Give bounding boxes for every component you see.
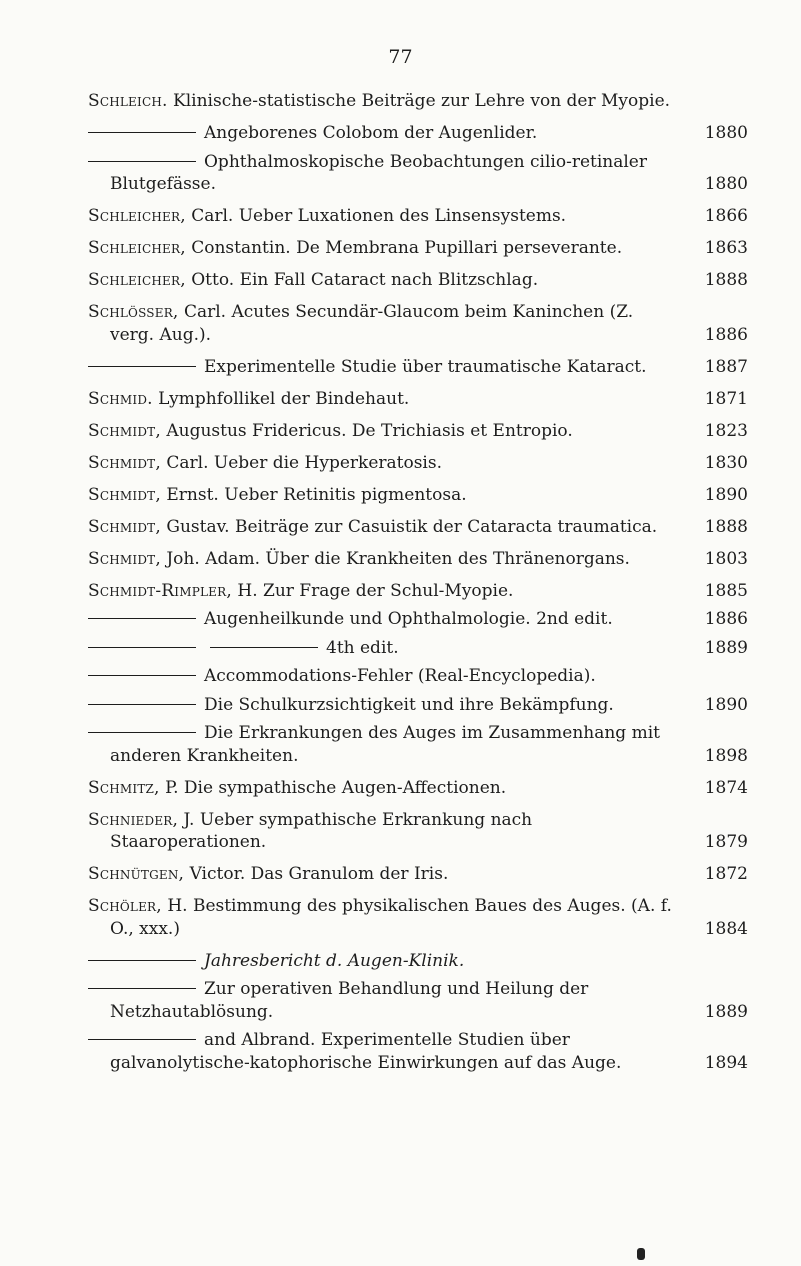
entry-year: 1894 xyxy=(704,1052,748,1073)
entry-text xyxy=(88,301,748,346)
entry-text xyxy=(88,777,748,800)
list-item xyxy=(88,420,748,443)
entry-title: Otto. Ein Fall Cataract nach Blitzschlag. xyxy=(191,270,539,290)
list-item xyxy=(88,205,748,228)
entry-title: Die Schulkurzsichtigkeit und ihre Bekämpfung. xyxy=(204,694,614,715)
entry-author: Schleicher, xyxy=(88,206,186,226)
entry-title: Klinische-statistische Beiträge zur Lehre von der Myopie. xyxy=(173,91,671,111)
entry-title: Ophthalmoskopische Beobachtungen cilio-retinaler Blutgefässe. xyxy=(110,151,647,194)
entry-title: and Albrand. Experimentelle Studien über galvanolytische-katophorische Einwirkungen auf das Auge. xyxy=(110,1030,622,1073)
entry-text xyxy=(88,863,748,886)
entry-year: 1888 xyxy=(704,516,748,537)
entry-author: Schmidt, xyxy=(88,420,161,441)
list-item xyxy=(88,237,748,260)
entry-title: Carl. Acutes Secundär-Glaucom beim Kaninchen (Z. verg. Aug.). xyxy=(110,302,634,345)
list-item xyxy=(88,269,748,292)
entry-title: Angeborenes Colobom der Augenlider. xyxy=(204,123,538,143)
ditto-rule xyxy=(88,988,196,989)
list-item xyxy=(88,301,748,346)
entry-year: 1889 xyxy=(704,1001,748,1022)
entry-title: Accommodations-Fehler (Real-Encyclopedia). xyxy=(204,666,596,686)
ditto-rule xyxy=(88,704,196,705)
list-item xyxy=(88,694,748,717)
entry-text xyxy=(88,516,748,539)
entry-text xyxy=(88,694,748,717)
page-number: 77 xyxy=(388,46,413,68)
list-item xyxy=(88,665,748,688)
entry-author: Schmitz, xyxy=(88,777,160,798)
entry-text xyxy=(88,1029,748,1074)
entry-year: 1884 xyxy=(704,918,748,939)
entry-text xyxy=(88,548,748,571)
entry-year: 1885 xyxy=(704,580,748,601)
entry-text xyxy=(88,809,748,854)
entry-year: 1830 xyxy=(704,452,748,473)
ditto-rule xyxy=(88,647,196,648)
list-item xyxy=(88,484,748,507)
entry-title: P. Die sympathische Augen-Affectionen. xyxy=(165,777,507,798)
ditto-rule xyxy=(88,675,196,676)
entry-text xyxy=(88,356,748,379)
entry-text xyxy=(88,722,748,767)
list-item xyxy=(88,580,748,603)
entry-author: Schmidt, xyxy=(88,516,161,537)
entry-year: 1880 xyxy=(704,123,748,143)
entry-year: 1803 xyxy=(704,548,748,569)
entry-title: Ernst. Ueber Retinitis pigmentosa. xyxy=(166,484,467,505)
ditto-rule xyxy=(88,161,196,162)
entry-text xyxy=(88,484,748,507)
list-item xyxy=(88,895,748,940)
entry-year: 1890 xyxy=(704,694,748,715)
entry-title: Zur operativen Behandlung und Heilung der Netzhautablösung. xyxy=(110,979,589,1022)
list-item xyxy=(88,452,748,475)
entry-title: Augustus Fridericus. De Trichiasis et Entropio. xyxy=(166,420,573,441)
entry-author: Schmidt, xyxy=(88,484,161,505)
entry-title: 4th edit. xyxy=(326,637,399,658)
entry-title: Carl. Ueber Luxationen des Linsensystems. xyxy=(191,206,567,226)
entry-text xyxy=(88,420,748,443)
entry-title: Jahresbericht d. Augen-Klinik. xyxy=(204,950,465,971)
entry-text xyxy=(88,237,748,260)
entry-author: Schnütgen, xyxy=(88,864,185,884)
list-item xyxy=(88,863,748,886)
list-item xyxy=(88,356,748,379)
entry-author: Schleicher, xyxy=(88,238,186,258)
list-item xyxy=(88,122,748,145)
entry-text xyxy=(88,637,748,660)
ditto-rule xyxy=(88,1039,196,1040)
entry-title: J. Ueber sympathische Erkrankung nach Staaroperationen. xyxy=(110,809,533,852)
entry-title: Die Erkrankungen des Auges im Zusammenhang mit anderen Krankheiten. xyxy=(110,723,660,766)
entry-text xyxy=(88,950,748,973)
ditto-rule xyxy=(88,132,196,133)
ink-mark xyxy=(637,1248,645,1260)
entry-author: Schmidt, xyxy=(88,452,161,473)
list-item xyxy=(88,388,748,411)
entry-text xyxy=(88,90,748,113)
list-item xyxy=(88,722,748,767)
entry-author: Schmidt-Rimpler, xyxy=(88,580,232,601)
entry-text xyxy=(88,122,748,145)
entry-author: Schnieder, xyxy=(88,809,179,830)
entry-text xyxy=(88,895,748,940)
list-item xyxy=(88,1029,748,1074)
list-item xyxy=(88,151,748,196)
entry-author: Schlösser, xyxy=(88,302,179,322)
entry-year: 1887 xyxy=(704,356,748,377)
entry-text xyxy=(88,269,748,292)
ditto-rule xyxy=(210,647,318,648)
entry-title: Experimentelle Studie über traumatische Kataract. xyxy=(204,356,647,377)
entry-title: Gustav. Beiträge zur Casuistik der Cataracta traumatica. xyxy=(166,516,658,537)
entry-year: 1866 xyxy=(704,206,748,226)
list-item xyxy=(88,90,748,113)
ditto-rule xyxy=(88,960,196,961)
entry-text xyxy=(88,388,748,411)
entry-year: 1863 xyxy=(704,238,748,258)
entry-title: H. Zur Frage der Schul-Myopie. xyxy=(237,580,514,601)
entry-year: 1888 xyxy=(704,270,748,290)
list-item xyxy=(88,777,748,800)
list-item xyxy=(88,950,748,973)
entry-title: Augenheilkunde und Ophthalmologie. 2nd edit. xyxy=(204,609,613,629)
entry-year: 1898 xyxy=(704,745,748,766)
entry-year: 1871 xyxy=(704,388,748,409)
entry-author: Schleich. xyxy=(88,91,168,111)
entry-text xyxy=(88,205,748,228)
entry-text xyxy=(88,608,748,631)
list-item xyxy=(88,978,748,1023)
entry-author: Schöler, xyxy=(88,896,162,916)
ditto-rule xyxy=(88,618,196,619)
entry-text xyxy=(88,665,748,688)
entry-text xyxy=(88,580,748,603)
entry-text xyxy=(88,978,748,1023)
entry-year: 1886 xyxy=(704,324,748,345)
entry-author: Schmid. xyxy=(88,388,153,409)
ditto-rule xyxy=(88,732,196,733)
entry-author: Schmidt, xyxy=(88,548,161,569)
entry-author: Schleicher, xyxy=(88,270,186,290)
entry-year: 1823 xyxy=(704,420,748,441)
entry-year: 1872 xyxy=(704,864,748,884)
list-item xyxy=(88,809,748,854)
entry-year: 1880 xyxy=(704,174,748,194)
entry-year: 1886 xyxy=(704,609,748,629)
list-item xyxy=(88,516,748,539)
list-item xyxy=(88,637,748,660)
entry-title: Carl. Ueber die Hyperkeratosis. xyxy=(166,452,442,473)
entry-text xyxy=(88,151,748,196)
bibliography-list xyxy=(88,90,748,1084)
entry-title: H. Bestimmung des physikalischen Baues des Auges. (A. f. O., xxx.) xyxy=(110,896,672,939)
entry-year: 1889 xyxy=(704,637,748,658)
entry-title: Victor. Das Granulom der Iris. xyxy=(189,864,449,884)
entry-title: Constantin. De Membrana Pupillari perseverante. xyxy=(191,238,623,258)
entry-year: 1879 xyxy=(704,832,748,852)
entry-title: Lymphfollikel der Bindehaut. xyxy=(158,388,410,409)
list-item xyxy=(88,548,748,571)
entry-title: Joh. Adam. Über die Krankheiten des Thränenorgans. xyxy=(166,548,630,569)
entry-text xyxy=(88,452,748,475)
list-item xyxy=(88,608,748,631)
entry-year: 1874 xyxy=(704,777,748,798)
entry-year: 1890 xyxy=(704,484,748,505)
ditto-rule xyxy=(88,366,196,367)
